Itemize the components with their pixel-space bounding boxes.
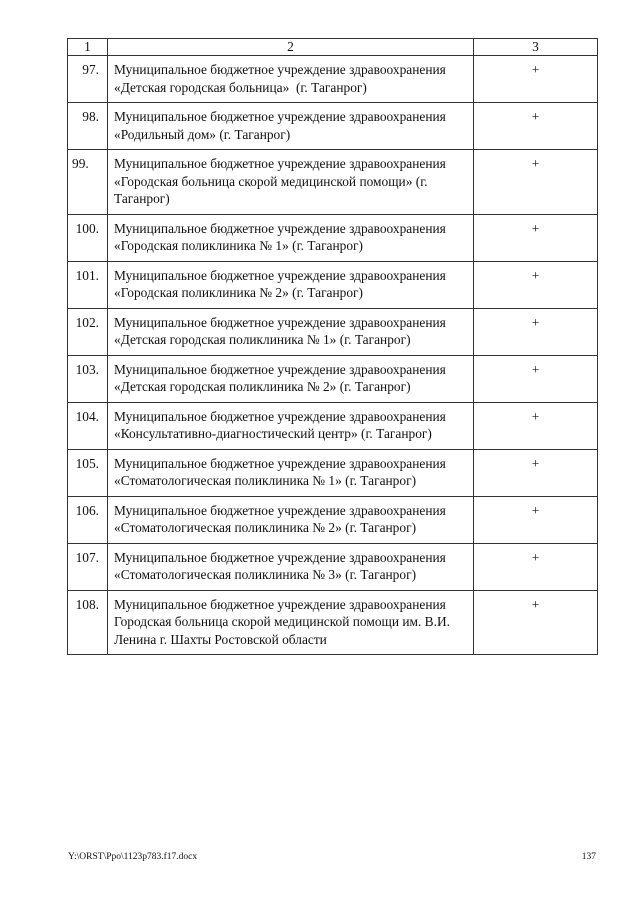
row-mark: + <box>474 590 598 655</box>
table-row <box>68 449 598 496</box>
row-institution-name: Муниципальное бюджетное учреждение здравоохранения Городская больница скорой медицинской помощи им. В.И. Ленина г. Шахты Ростовской области <box>108 590 474 655</box>
row-number: 104. <box>68 402 108 449</box>
row-number: 97. <box>68 56 108 103</box>
row-mark: + <box>474 355 598 402</box>
row-mark: + <box>474 261 598 308</box>
row-institution-name: Муниципальное бюджетное учреждение здравоохранения «Городская больница скорой медицинской помощи» (г. Таганрог) <box>108 150 474 215</box>
table-header-row <box>68 39 598 56</box>
table-row <box>68 103 598 150</box>
row-mark: + <box>474 402 598 449</box>
row-institution-name: Муниципальное бюджетное учреждение здравоохранения «Детская городская больница» (г. Таганрог) <box>108 56 474 103</box>
table-row <box>68 355 598 402</box>
table-row <box>68 402 598 449</box>
header-cell-mark: 3 <box>474 39 598 56</box>
footer-page-number: 137 <box>581 852 596 862</box>
table-row <box>68 496 598 543</box>
footer-file-path: Y:\ORST\Ppo\1123p783.f17.docx <box>68 852 198 862</box>
row-institution-name: Муниципальное бюджетное учреждение здравоохранения «Стоматологическая поликлиника № 3» (г. Таганрог) <box>108 543 474 590</box>
row-mark: + <box>474 449 598 496</box>
row-institution-name: Муниципальное бюджетное учреждение здравоохранения «Городская поликлиника № 1» (г. Таганрог) <box>108 214 474 261</box>
row-number: 108. <box>68 590 108 655</box>
table-row <box>68 214 598 261</box>
row-number: 102. <box>68 308 108 355</box>
row-mark: + <box>474 543 598 590</box>
document-table <box>67 38 598 655</box>
table-row <box>68 590 598 655</box>
header-cell-name: 2 <box>108 39 474 56</box>
row-mark: + <box>474 103 598 150</box>
row-institution-name: Муниципальное бюджетное учреждение здравоохранения «Стоматологическая поликлиника № 2» (г. Таганрог) <box>108 496 474 543</box>
row-number: 103. <box>68 355 108 402</box>
table-row <box>68 56 598 103</box>
row-mark: + <box>474 308 598 355</box>
row-number: 101. <box>68 261 108 308</box>
row-institution-name: Муниципальное бюджетное учреждение здравоохранения «Стоматологическая поликлиника № 1» (г. Таганрог) <box>108 449 474 496</box>
row-number: 98. <box>68 103 108 150</box>
row-number: 99. <box>68 150 108 215</box>
table-row <box>68 308 598 355</box>
table-row <box>68 150 598 215</box>
row-institution-name: Муниципальное бюджетное учреждение здравоохранения «Городская поликлиника № 2» (г. Таганрог) <box>108 261 474 308</box>
row-institution-name: Муниципальное бюджетное учреждение здравоохранения «Детская городская поликлиника № 2» (г. Таганрог) <box>108 355 474 402</box>
row-mark: + <box>474 496 598 543</box>
row-number: 106. <box>68 496 108 543</box>
row-number: 100. <box>68 214 108 261</box>
row-institution-name: Муниципальное бюджетное учреждение здравоохранения «Консультативно-диагностический центр» (г. Таганрог) <box>108 402 474 449</box>
row-mark: + <box>474 150 598 215</box>
header-cell-number: 1 <box>68 39 108 56</box>
row-institution-name: Муниципальное бюджетное учреждение здравоохранения «Родильный дом» (г. Таганрог) <box>108 103 474 150</box>
row-mark: + <box>474 214 598 261</box>
row-institution-name: Муниципальное бюджетное учреждение здравоохранения «Детская городская поликлиника № 1» (г. Таганрог) <box>108 308 474 355</box>
row-number: 107. <box>68 543 108 590</box>
table-row <box>68 543 598 590</box>
table-row <box>68 261 598 308</box>
row-mark: + <box>474 56 598 103</box>
row-number: 105. <box>68 449 108 496</box>
